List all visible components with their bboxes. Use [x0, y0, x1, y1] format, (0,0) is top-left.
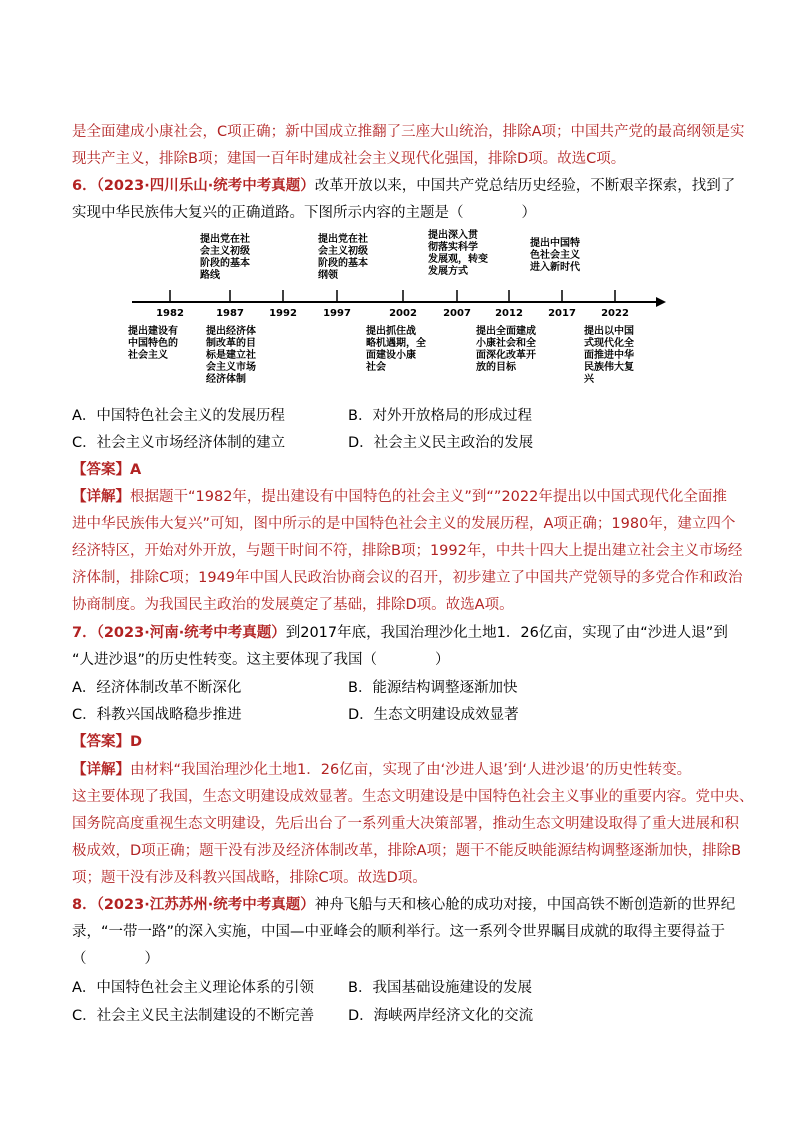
- timeline-year-label: 1992: [269, 308, 297, 319]
- question-source: （2023·江苏苏州·统考中考真题）: [96, 897, 315, 913]
- timeline-event-above: 提出深入贯: [428, 230, 478, 241]
- timeline-event-above: 阶段的基本: [200, 258, 250, 269]
- prev-detail-line: 是全面建成小康社会，C项正确；新中国成立推翻了三座大山统治，排除A项；中国共产党的最高纲领是实: [72, 124, 745, 140]
- detail-line: 协商制度。为我国民主政治的发展奠定了基础，排除D项。故选A项。: [72, 597, 514, 613]
- question-text: 改革开放以来，中国共产党总结历史经验，不断艰辛探索，找到了: [314, 178, 736, 194]
- detail-label: 【详解】: [72, 489, 130, 505]
- timeline-event-below: 制改革的目: [206, 338, 256, 349]
- timeline-event-above: 发展方式: [428, 266, 468, 277]
- timeline-event-above: 进入新时代: [530, 262, 580, 273]
- timeline-event-below: 面深化改革开: [476, 350, 536, 361]
- detail-line: [72, 487, 727, 507]
- detail-line: 进中华民族伟大复兴”可知，图中所示的是中国特色社会主义的发展历程，A项正确；1980年，建立四个: [72, 516, 736, 532]
- timeline-year-label: 2007: [443, 308, 471, 319]
- detail-line: 济体制，排除C项；1949年中国人民政治协商会议的召开，初步建立了中国共产党领导的多党合作和政治: [72, 570, 743, 586]
- option-a[interactable]: A．中国特色社会主义的发展历程: [72, 408, 285, 424]
- timeline-years: [156, 290, 629, 319]
- timeline-event-below: 民族伟大复: [584, 362, 634, 373]
- question-7-stem-cont: “人进沙退”的历史性转变。这主要体现了我国（ ）: [72, 652, 450, 668]
- timeline-event-below: 经济体制: [206, 374, 246, 385]
- timeline-events-below: [127, 324, 634, 385]
- detail-line: 极成效，D项正确；题干没有涉及经济体制改革，排除A项；题干不能反映能源结构调整逐渐加快，排除B: [72, 843, 742, 859]
- timeline-event-below: 面推进中华: [584, 350, 634, 361]
- timeline-event-below: 中国特色的: [128, 338, 178, 349]
- option-c[interactable]: C．社会主义民主法制建设的不断完善: [72, 1008, 315, 1024]
- detail-text: 由材料“我国治理沙化土地1．26亿亩，实现了由‘沙进人退’到‘人进沙退’的历史性转变。: [130, 762, 692, 778]
- question-8-stem-cont: （ ）: [72, 951, 159, 967]
- question-text: 神舟飞船与天和核心舱的成功对接，中国高铁不断创造新的世界纪: [314, 897, 736, 913]
- timeline-event-above: 提出党在社: [200, 234, 250, 245]
- option-b[interactable]: B．能源结构调整逐渐加快: [348, 680, 518, 696]
- question-number: 6．: [72, 178, 97, 194]
- detail-text: 根据题干“1982年，提出建设有中国特色的社会主义”到“”2022年提出以中国式现代化全面推: [130, 489, 727, 505]
- timeline-event-above: 纲领: [318, 270, 338, 281]
- option-c[interactable]: C．科教兴国战略稳步推进: [72, 707, 242, 723]
- timeline-event-below: 提出以中国: [584, 326, 634, 337]
- timeline-arrow: [656, 297, 666, 307]
- option-c[interactable]: C．社会主义市场经济体制的建立: [72, 435, 286, 451]
- timeline-year-label: 2022: [601, 308, 629, 319]
- timeline-event-above: 发展观，转变: [428, 254, 488, 265]
- option-a[interactable]: A．中国特色社会主义理论体系的引领: [72, 980, 314, 996]
- detail-line: 这主要体现了我国，生态文明建设成效显著。生态文明建设是中国特色社会主义事业的重要内容。党中央、: [72, 789, 754, 805]
- timeline-event-above: 提出中国特: [530, 238, 580, 249]
- question-text: 到2017年底，我国治理沙化土地1．26亿亩，实现了由“沙进人退”到: [285, 625, 728, 641]
- timeline-event-below: 略机遇期，全: [366, 338, 426, 349]
- answer-label: 【答案】D: [72, 734, 143, 750]
- timeline-event-above: 会主义初级: [200, 246, 250, 257]
- detail-line: 项；题干没有涉及科教兴国战略，排除C项。故选D项。: [72, 870, 427, 886]
- option-b[interactable]: B．对外开放格局的形成过程: [348, 408, 532, 424]
- timeline-event-below: 放的目标: [476, 362, 516, 373]
- timeline-year-label: 1987: [216, 308, 244, 319]
- option-a[interactable]: A．经济体制改革不断深化: [72, 680, 242, 696]
- option-d[interactable]: D．社会主义民主政治的发展: [348, 435, 534, 451]
- question-number: 8．: [72, 897, 97, 913]
- timeline-event-below: 提出全面建成: [476, 326, 536, 337]
- timeline-event-below: 提出抓住战: [366, 326, 416, 337]
- answer-label: 【答案】A: [72, 462, 142, 478]
- detail-line: 国务院高度重视生态文明建设，先后出台了一系列重大决策部署，推动生态文明建设取得了重大进展和积: [72, 816, 739, 832]
- detail-line: [72, 760, 691, 780]
- timeline-event-above: 彻落实科学: [428, 242, 478, 253]
- timeline-year-label: 2017: [548, 308, 576, 319]
- timeline-event-below: 社会: [366, 362, 386, 373]
- timeline-event-below: 提出建设有: [128, 326, 178, 337]
- timeline-event-below: 面建设小康: [366, 350, 416, 361]
- timeline-event-below: 式现代化全: [584, 338, 634, 349]
- question-source: （2023·四川乐山·统考中考真题）: [96, 178, 315, 194]
- timeline-event-below: 提出经济体: [206, 326, 256, 337]
- timeline-event-below: 社会主义: [128, 350, 168, 361]
- timeline-event-below: 会主义市场: [206, 362, 256, 373]
- timeline-year-label: 2002: [389, 308, 417, 319]
- question-7-stem: [72, 623, 728, 643]
- question-source: （2023·河南·统考中考真题）: [96, 625, 286, 641]
- timeline-figure: [0, 228, 794, 428]
- timeline-year-label: 1982: [156, 308, 184, 319]
- question-8-stem-cont: 录，“一带一路”的深入实施，中国—中亚峰会的顺利举行。这一系列令世界瞩目成就的取得主要得益于: [72, 924, 726, 940]
- timeline-event-above: 阶段的基本: [318, 258, 368, 269]
- timeline-year-label: 2012: [495, 308, 523, 319]
- detail-line: 经济特区，开始对外开放，与题干时间不符，排除B项；1992年，中共十四大上提出建立社会主义市场经: [72, 543, 743, 559]
- question-6-stem-cont: 实现中华民族伟大复兴的正确道路。下图所示内容的主题是（ ）: [72, 205, 536, 221]
- timeline-year-label: 1997: [323, 308, 351, 319]
- option-d[interactable]: D．生态文明建设成效显著: [348, 707, 519, 723]
- timeline-axis: [132, 297, 666, 307]
- question-8-stem: [72, 895, 735, 915]
- timeline-event-above: 会主义初级: [318, 246, 368, 257]
- question-number: 7．: [72, 625, 97, 641]
- question-6-stem: [72, 176, 735, 196]
- timeline-event-above: 路线: [200, 270, 220, 281]
- timeline-event-below: 小康社会和全: [476, 338, 536, 349]
- timeline-event-below: 标是建立社: [206, 350, 256, 361]
- option-d[interactable]: D．海峡两岸经济文化的交流: [348, 1008, 534, 1024]
- prev-detail-line: 现共产主义，排除B项；建国一百年时建成社会主义现代化强国，排除D项。故选C项。: [72, 151, 626, 167]
- option-b[interactable]: B．我国基础设施建设的发展: [348, 980, 532, 996]
- timeline-event-below: 兴: [584, 374, 594, 385]
- detail-label: 【详解】: [72, 762, 130, 778]
- timeline-events-above: [199, 228, 581, 281]
- timeline-event-above: 提出党在社: [318, 234, 368, 245]
- timeline-event-above: 色社会主义: [530, 250, 580, 261]
